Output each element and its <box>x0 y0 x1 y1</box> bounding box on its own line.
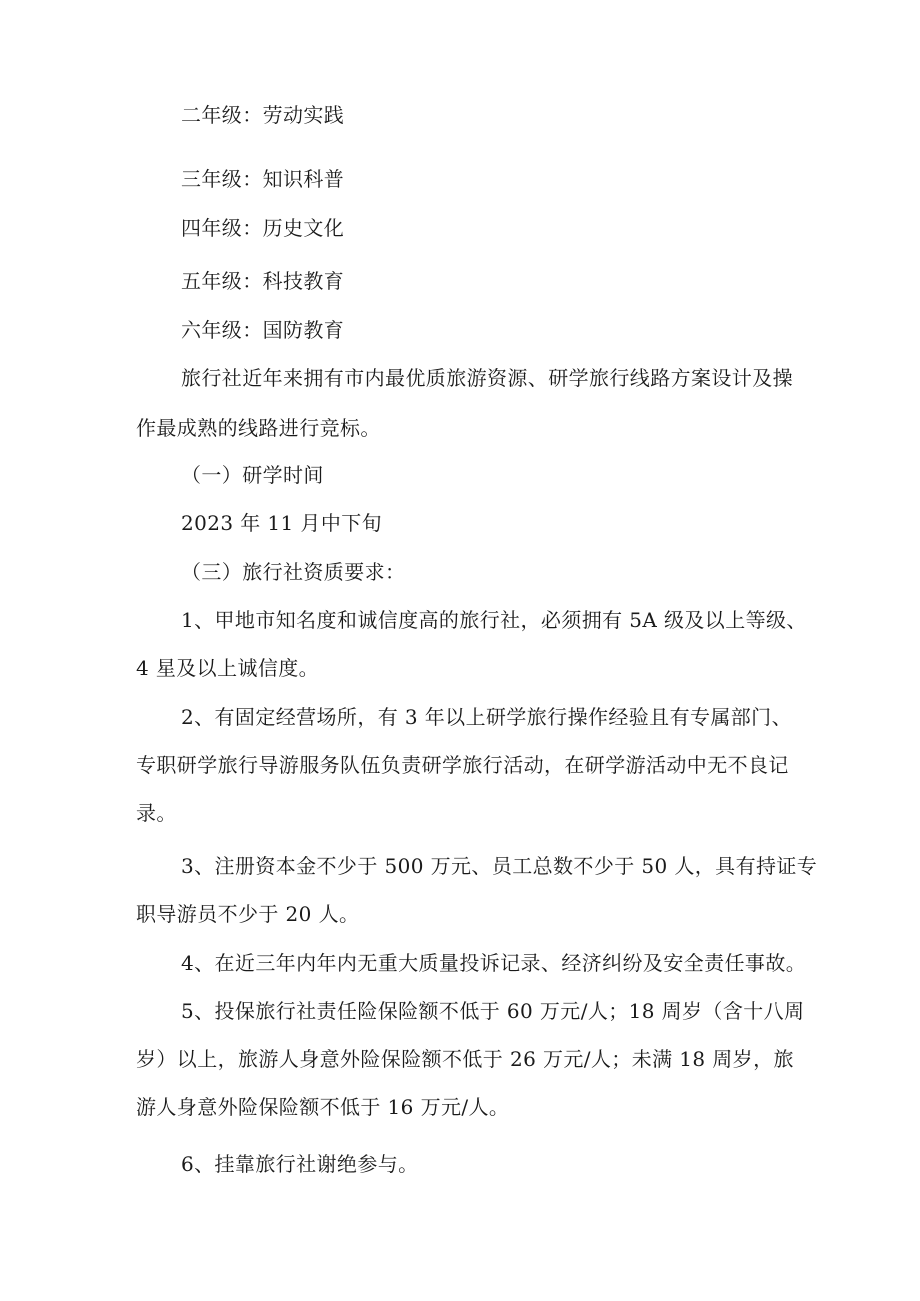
requirement-6-line: 6、挂靠旅行社谢绝参与。 <box>181 1152 419 1176</box>
grade-2-line: 二年级：劳动实践 <box>181 103 345 127</box>
section-heading-requirements: （三）旅行社资质要求： <box>181 560 406 584</box>
requirement-2-line-3: 录。 <box>136 801 177 825</box>
requirement-5-line-2: 岁）以上，旅游人身意外险保险额不低于 26 万元/人；未满 18 周岁，旅 <box>136 1047 794 1071</box>
paragraph-agency-line-2: 作最成熟的线路进行竞标。 <box>136 416 381 440</box>
requirement-3-line-2: 职导游员不少于 20 人。 <box>136 902 360 926</box>
study-time-value: 2023 年 11 月中下旬 <box>181 511 383 535</box>
requirement-3-line-1: 3、注册资本金不少于 500 万元、员工总数不少于 50 人，具有持证专 <box>181 854 818 878</box>
grade-6-line: 六年级：国防教育 <box>181 318 345 342</box>
paragraph-agency-line-1: 旅行社近年来拥有市内最优质旅游资源、研学旅行线路方案设计及操 <box>181 366 793 390</box>
section-heading-time: （一）研学时间 <box>181 463 324 487</box>
requirement-2-line-2: 专职研学旅行导游服务队伍负责研学旅行活动，在研学游活动中无不良记 <box>136 753 789 777</box>
grade-5-line: 五年级：科技教育 <box>181 269 345 293</box>
requirement-5-line-1: 5、投保旅行社责任险保险额不低于 60 万元/人；18 周岁（含十八周 <box>181 999 805 1023</box>
requirement-1-line-2: 4 星及以上诚信度。 <box>136 656 320 680</box>
requirement-5-line-3: 游人身意外险保险额不低于 16 万元/人。 <box>136 1095 510 1119</box>
requirement-4-line: 4、在近三年内年内无重大质量投诉记录、经济纠纷及安全责任事故。 <box>181 951 807 975</box>
requirement-2-line-1: 2、有固定经营场所，有 3 年以上研学旅行操作经验且有专属部门、 <box>181 705 792 729</box>
requirement-1-line-1: 1、甲地市知名度和诚信度高的旅行社，必须拥有 5A 级及以上等级、 <box>181 608 807 632</box>
grade-3-line: 三年级：知识科普 <box>181 167 345 191</box>
grade-4-line: 四年级：历史文化 <box>181 216 345 240</box>
